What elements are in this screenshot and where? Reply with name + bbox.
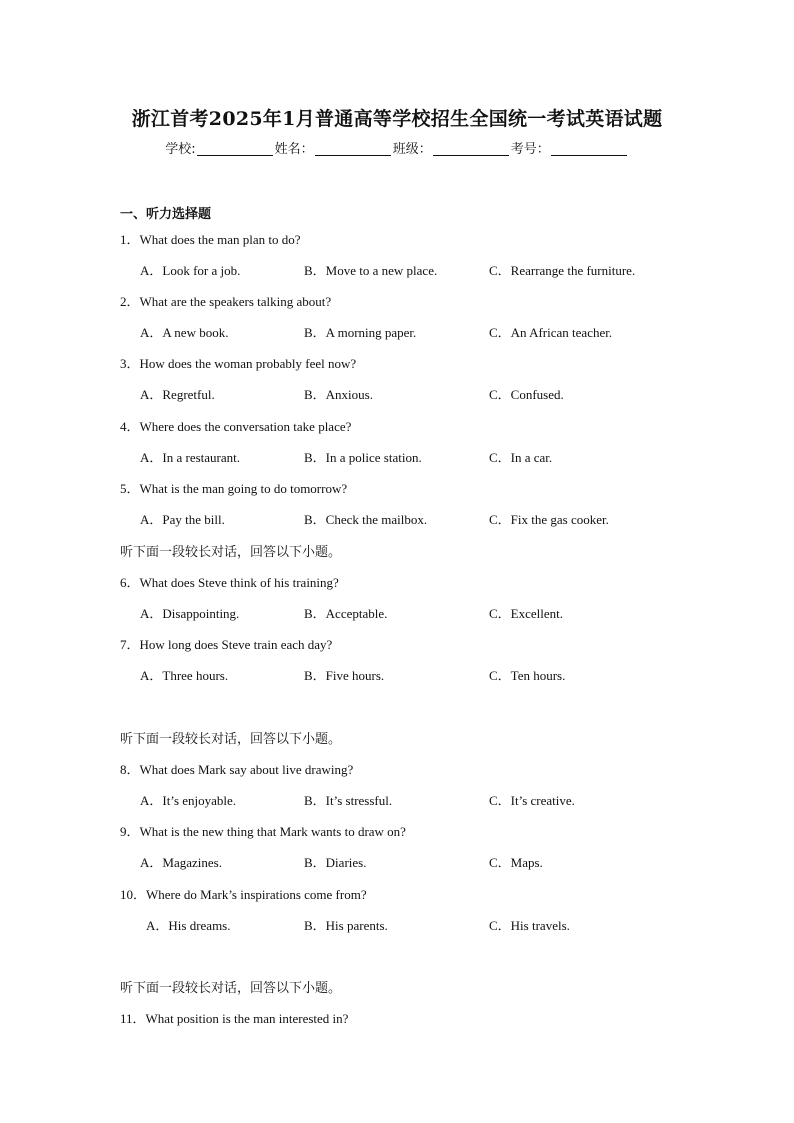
- question-4: [120, 416, 351, 435]
- question-10: [120, 884, 367, 903]
- question-text: What is the man going to do tomorrow?: [139, 481, 348, 496]
- student-info-line: [0, 138, 794, 157]
- exam-number-blank[interactable]: [551, 155, 627, 156]
- option-c: C．Confused.: [489, 387, 564, 402]
- option-a: A．His dreams.: [146, 918, 231, 933]
- question-text: What is the new thing that Mark wants to draw on?: [139, 824, 406, 839]
- question-number: 1．: [120, 232, 140, 247]
- question-number: 4．: [120, 419, 140, 434]
- option-c: C．An African teacher.: [489, 325, 613, 340]
- option-c: C．Excellent.: [489, 606, 564, 621]
- listening-instruction: 听下面一段较长对话，回答以下小题。: [120, 981, 342, 996]
- question-text: What are the speakers talking about?: [139, 294, 332, 309]
- question-1: [120, 229, 301, 248]
- question-9: [120, 821, 406, 840]
- question-6: [120, 572, 339, 591]
- question-text: How long does Steve train each day?: [139, 637, 333, 652]
- question-8: [120, 759, 353, 778]
- option-c: C．His travels.: [489, 918, 570, 933]
- option-c: C．Fix the gas cooker.: [489, 512, 609, 527]
- question-number: 3．: [120, 356, 140, 371]
- question-text: What does the man plan to do?: [139, 232, 301, 247]
- option-a: A．Three hours.: [140, 668, 229, 683]
- school-blank[interactable]: [197, 155, 273, 156]
- section-heading: 一、听力选择题: [120, 207, 212, 222]
- question-text: What position is the man interested in?: [145, 1011, 349, 1026]
- option-a: A．Look for a job.: [140, 263, 241, 278]
- question-text: Where does the conversation take place?: [139, 419, 352, 434]
- question-number: 5．: [120, 481, 140, 496]
- question-11: [120, 1008, 348, 1027]
- listening-instruction: 听下面一段较长对话，回答以下小题。: [120, 545, 342, 560]
- option-b: B．A morning paper.: [304, 325, 417, 340]
- school-label: 学校:: [165, 142, 196, 157]
- question-number: 10．: [120, 887, 147, 902]
- question-number: 6．: [120, 575, 140, 590]
- name-blank[interactable]: [315, 155, 391, 156]
- option-b: B．Acceptable.: [304, 606, 388, 621]
- question-text: How does the woman probably feel now?: [139, 356, 357, 371]
- question-text: What does Mark say about live drawing?: [139, 762, 354, 777]
- option-a: A．Regretful.: [140, 387, 215, 402]
- option-a: A．In a restaurant.: [140, 450, 240, 465]
- option-b: B．Diaries.: [304, 855, 367, 870]
- question-number: 2．: [120, 294, 140, 309]
- question-text: Where do Mark’s inspirations come from?: [146, 887, 367, 902]
- class-label: 班级：: [392, 142, 432, 157]
- question-text: What does Steve think of his training?: [139, 575, 339, 590]
- option-a: A．Disappointing.: [140, 606, 240, 621]
- name-label: 姓名：: [274, 142, 314, 157]
- option-c: C．Ten hours.: [489, 668, 566, 683]
- option-b: B．In a police station.: [304, 450, 422, 465]
- option-b: B．His parents.: [304, 918, 388, 933]
- option-c: C．It’s creative.: [489, 793, 575, 808]
- option-c: C．Maps.: [489, 855, 543, 870]
- option-a: A．Magazines.: [140, 855, 222, 870]
- question-number: 9．: [120, 824, 140, 839]
- question-5: [120, 478, 347, 497]
- question-number: 7．: [120, 637, 140, 652]
- option-b: B．Move to a new place.: [304, 263, 438, 278]
- question-number: 11．: [120, 1011, 146, 1026]
- question-number: 8．: [120, 762, 140, 777]
- option-c: C．Rearrange the furniture.: [489, 263, 636, 278]
- class-blank[interactable]: [433, 155, 509, 156]
- listening-instruction: 听下面一段较长对话，回答以下小题。: [120, 732, 342, 747]
- question-7: [120, 634, 332, 653]
- option-b: B．It’s stressful.: [304, 793, 393, 808]
- option-b: B．Anxious.: [304, 387, 373, 402]
- option-c: C．In a car.: [489, 450, 553, 465]
- option-a: A．A new book.: [140, 325, 229, 340]
- question-3: [120, 353, 356, 372]
- option-b: B．Five hours.: [304, 668, 385, 683]
- option-b: B．Check the mailbox.: [304, 512, 428, 527]
- option-a: A．It’s enjoyable.: [140, 793, 237, 808]
- question-2: [120, 291, 331, 310]
- option-a: A．Pay the bill.: [140, 512, 225, 527]
- exam-number-label: 考号：: [510, 142, 550, 157]
- page-title: 浙江首考2025年1月普通高等学校招生全国统一考试英语试题: [131, 108, 663, 130]
